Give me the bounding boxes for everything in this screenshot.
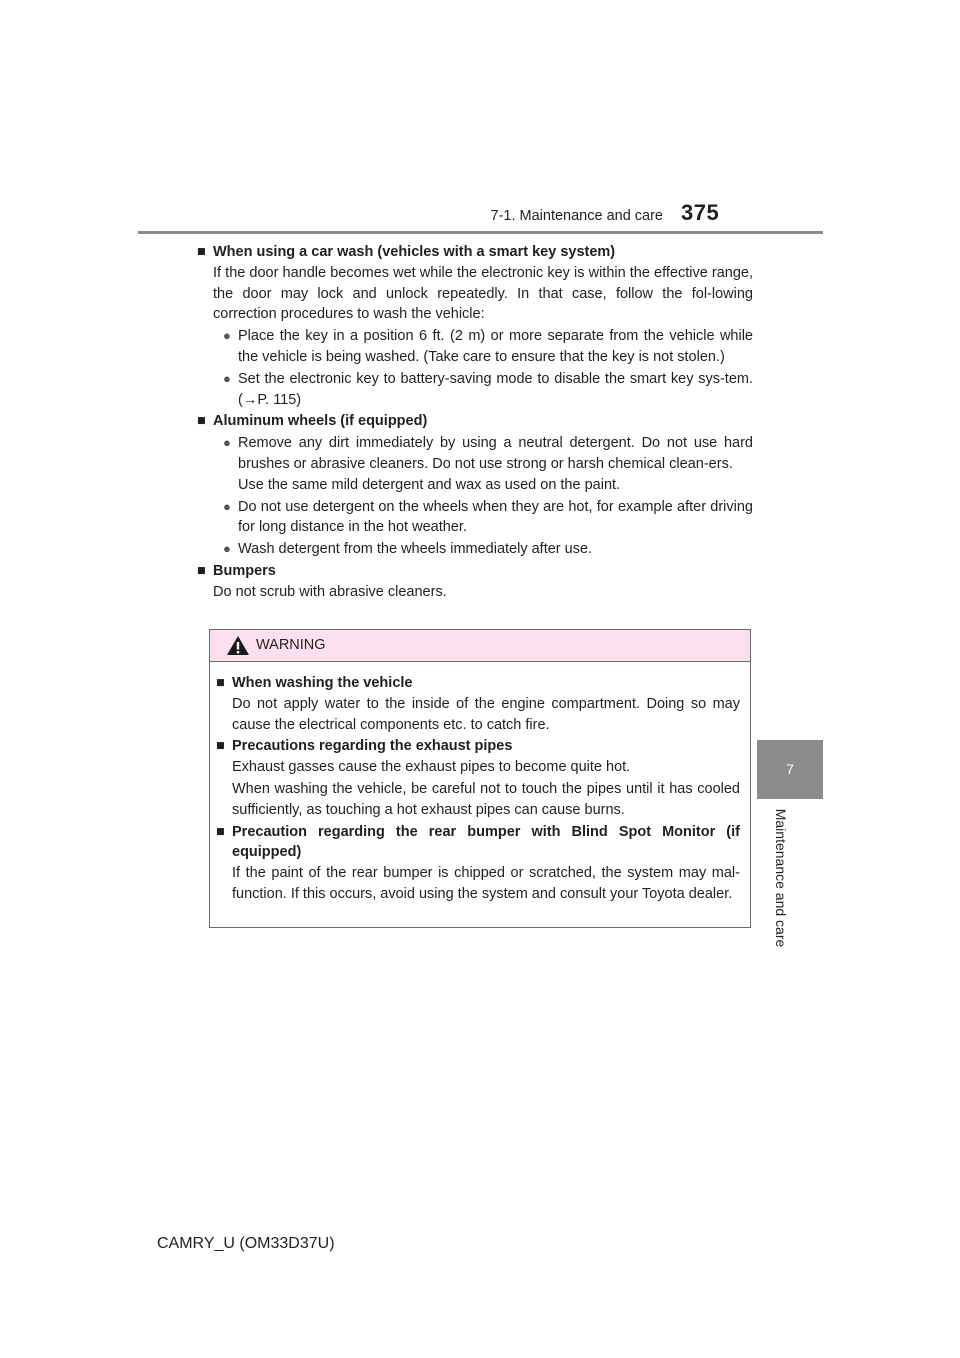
square-bullet-icon: ■ bbox=[216, 675, 225, 691]
list-item-text: Place the key in a position 6 ft. (2 m) or more separate from the vehicle while the vehicle is being washed. (Take care to ensure that the key is not stolen.) bbox=[238, 328, 753, 365]
section-heading bbox=[197, 411, 753, 432]
page-header bbox=[0, 0, 960, 240]
warning-item-title: When washing the vehicle bbox=[232, 675, 413, 691]
section-body: If the door handle becomes wet while the electronic key is within the effective range, the door may lock and unlock repeatedly. In that case, follow the fol-lowing correction procedures to wash the vehicle: bbox=[213, 264, 753, 323]
list-item bbox=[197, 433, 753, 495]
warning-paragraph: When washing the vehicle, be careful not to touch the pipes until it has cooled sufficiently, as touching a hot exhaust pipes can cause burns. bbox=[232, 780, 740, 818]
section-body: Do not scrub with abrasive cleaners. bbox=[213, 583, 447, 600]
section-car-wash bbox=[197, 242, 753, 410]
page-number: 375 bbox=[681, 200, 720, 225]
main-content bbox=[197, 242, 753, 604]
section-heading-text: Aluminum wheels (if equipped) bbox=[213, 413, 428, 430]
warning-item-heading bbox=[216, 822, 740, 864]
section-heading-text: Bumpers bbox=[213, 562, 276, 579]
list-item bbox=[197, 539, 753, 560]
warning-paragraph: Exhaust gasses cause the exhaust pipes to become quite hot. bbox=[232, 759, 631, 776]
warning-box bbox=[209, 629, 751, 928]
bullet-dot-icon: ● bbox=[223, 370, 231, 386]
warning-item-title: Precaution regarding the rear bumper with Blind Spot Monitor (if equipped) bbox=[232, 823, 740, 861]
list-item-text: Do not use detergent on the wheels when they are hot, for example after driving for long distance in the hot weather. bbox=[238, 498, 753, 536]
square-bullet-icon: ■ bbox=[216, 823, 225, 840]
warning-item-title: Precautions regarding the exhaust pipes bbox=[232, 738, 513, 755]
list-item bbox=[197, 369, 753, 411]
section-bumpers bbox=[197, 561, 753, 603]
chapter-tab[interactable]: 7 bbox=[757, 740, 823, 799]
warning-item-heading bbox=[216, 736, 740, 757]
section-heading bbox=[197, 561, 753, 582]
section-heading-text: When using a car wash (vehicles with a smart key system) bbox=[213, 244, 616, 260]
list-item-text: Wash detergent from the wheels immediately after use. bbox=[238, 541, 593, 558]
square-bullet-icon: ■ bbox=[197, 413, 206, 430]
bullet-dot-icon: ● bbox=[223, 541, 231, 557]
bullet-dot-icon: ● bbox=[223, 498, 231, 514]
warning-item-heading bbox=[216, 673, 740, 694]
list-item bbox=[197, 326, 753, 368]
list-item-extra: Use the same mild detergent and wax as used on the paint. bbox=[238, 476, 621, 493]
section-heading bbox=[197, 242, 753, 263]
bullet-dot-icon: ● bbox=[223, 328, 231, 344]
bullet-dot-icon: ● bbox=[223, 435, 231, 451]
footer-model-code: CAMRY_U (OM33D37U) bbox=[157, 1235, 335, 1252]
chapter-label-text: Maintenance and care bbox=[773, 808, 789, 948]
list-item-text: Remove any dirt immediately by using a neutral detergent. Do not use hard brushes or abrasive cleaners. Do not use strong or harsh chemical clean-ers. bbox=[238, 435, 753, 472]
list-item bbox=[197, 497, 753, 539]
chapter-label bbox=[771, 805, 791, 951]
warning-triangle-icon bbox=[226, 635, 250, 656]
warning-paragraph: If the paint of the rear bumper is chipped or scratched, the system may mal-function. If this occurs, avoid using the system and consult your Toyota dealer. bbox=[232, 865, 740, 902]
section-title: 7-1. Maintenance and care bbox=[490, 208, 663, 224]
square-bullet-icon: ■ bbox=[197, 244, 206, 260]
warning-item bbox=[216, 673, 740, 735]
square-bullet-icon: ■ bbox=[216, 738, 225, 755]
warning-paragraph: Do not apply water to the inside of the engine compartment. Doing so may cause the electrical components etc. to catch fire. bbox=[232, 695, 740, 733]
list-item-text: Set the electronic key to battery-saving mode to disable the smart key sys-tem. (→P. 115) bbox=[238, 370, 753, 408]
warning-item bbox=[216, 822, 740, 905]
warning-item bbox=[216, 736, 740, 820]
section-aluminum-wheels bbox=[197, 411, 753, 560]
warning-body bbox=[210, 662, 750, 905]
header-divider bbox=[138, 231, 823, 234]
warning-header bbox=[210, 630, 750, 662]
warning-title: WARNING bbox=[256, 637, 326, 653]
square-bullet-icon: ■ bbox=[197, 562, 206, 579]
